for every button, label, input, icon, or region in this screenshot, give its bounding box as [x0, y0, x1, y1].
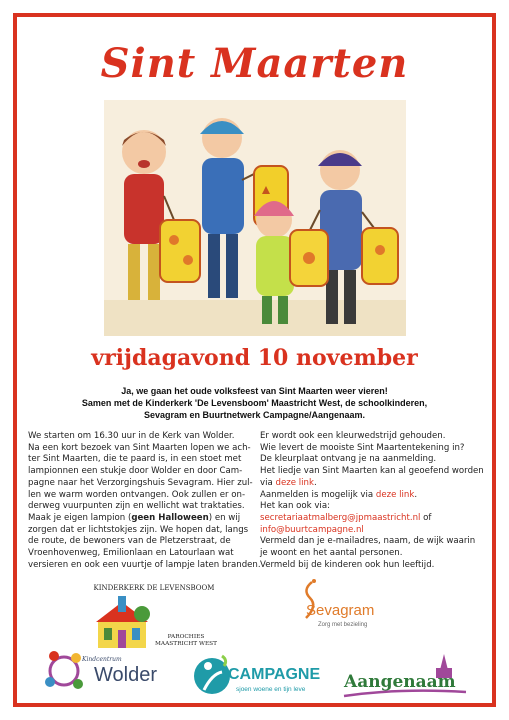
text-segment: .: [313, 477, 317, 488]
text-line: [28, 513, 250, 525]
sevagram-tagline: Zorg met bezieling: [318, 622, 368, 628]
intro-line: Ja, we gaan het oude volksfeest van Sint Maarten weer vieren!: [121, 386, 388, 396]
campagne-logo: [192, 650, 322, 704]
text-line: De kleurplaat ontvang je na aanmelding.: [260, 454, 437, 465]
song-link[interactable]: deze link: [275, 477, 314, 488]
text-segment: via: [260, 477, 276, 488]
text-line: Na een kort bezoek van Sint Maarten lopen we ach-: [28, 442, 251, 453]
text-line: [260, 513, 486, 525]
intro-line: Sevagram en Buurtnetwerk Campagne/Aangenaam.: [143, 410, 366, 420]
text-line: [260, 525, 486, 537]
text-line: zorgen dat er lichtstokjes zijn. We hopen dat, langs: [28, 524, 249, 535]
sevagram-logo: [288, 578, 378, 638]
left-column-text: [28, 431, 261, 571]
wolder-name: Wolder: [94, 664, 157, 686]
children-lanterns-illustration: [104, 100, 406, 336]
text-segment: of: [420, 512, 432, 523]
secretariat-email-link[interactable]: secretariaatmalberg@jpmaastricht.nl: [260, 512, 421, 523]
aangenaam-logo: [340, 648, 475, 702]
aangenaam-name: Aangenaam: [344, 672, 456, 692]
text-line: derweg vuurpunten zijn en wellicht wat traktaties.: [28, 501, 245, 512]
right-column-text: [260, 431, 486, 571]
event-date-heading: vrijdagavond 10 november: [91, 345, 418, 371]
campagne-tagline: sjoen woene en tijn leve: [236, 686, 306, 693]
text-line: de route, de bewoners van de Pletzerstraat, de: [28, 536, 231, 547]
text-line: Vermeld dan je e-mailadres, naam, de wijk waarin: [260, 536, 476, 547]
text-line: [260, 478, 486, 490]
text-line: versieren en ook een vuurtje of lampje laten branden.: [28, 559, 261, 570]
text-line: Wie levert de mooiste Sint Maartentekening in?: [260, 442, 465, 453]
intro-line: Samen met de Kinderkerk 'De Levensboom' Maastricht West, de schoolkinderen,: [81, 398, 428, 408]
text-line: lampionnen een stukje door Wolder en door Cam-: [28, 466, 243, 477]
info-email-link[interactable]: info@buurtcampagne.nl: [260, 524, 364, 535]
campagne-name: CAMPAGNE: [228, 666, 321, 683]
text-line: Vroenhovenweg, Emilionlaan en Latourlaan wat: [28, 548, 234, 559]
text-line: pagne naar het Verzorgingshuis Sevagram. Hier zul-: [28, 477, 253, 488]
text-line: ter Sint Maarten, die te paard is, in een stoet met: [28, 454, 242, 465]
kindcentrum-wolder-logo: [42, 646, 162, 702]
text-line: Vermeld bij de kinderen ook hun leeftijd.: [260, 559, 435, 570]
no-halloween-emphasis: geen Halloween: [131, 512, 209, 523]
kinderkerk-sub-line: PAROCHIES: [167, 634, 205, 640]
text-line: [260, 490, 486, 502]
flyer-title: Sint Maarten: [100, 40, 409, 87]
text-segment: Aanmelden is mogelijk via: [260, 489, 376, 500]
text-line: Er wordt ook een kleurwedstrijd gehouden.: [260, 431, 446, 441]
wolder-figures-icon: [42, 646, 86, 696]
text-line: Het kan ook via:: [260, 501, 330, 512]
registration-link[interactable]: deze link: [375, 489, 415, 500]
text-line: Het liedje van Sint Maarten kan al geoefend worden: [260, 466, 484, 477]
wolder-kindcentrum-label: Kindcentrum: [82, 656, 122, 663]
sevagram-name: Sevagram: [306, 602, 375, 619]
text-line: len we warm worden ontvangen. Ook zullen er on-: [28, 489, 246, 500]
kinderkerk-logo: [84, 584, 224, 654]
text-segment: ) en wij: [208, 512, 241, 523]
church-tree-icon: [92, 596, 152, 652]
kinderkerk-logo-title: KINDERKERK DE LEVENSBOOM: [93, 584, 215, 592]
intro-text: [40, 385, 469, 421]
text-line: We starten om 16.30 uur in de Kerk van Wolder.: [28, 431, 235, 441]
kinderkerk-sub-line: MAASTRICHT WEST: [154, 641, 218, 647]
text-segment: .: [414, 489, 418, 500]
campagne-figure-icon: [192, 650, 232, 700]
text-line: je woont en het aantal personen.: [260, 548, 403, 559]
text-segment: Maak je eigen lampion (: [28, 512, 132, 523]
